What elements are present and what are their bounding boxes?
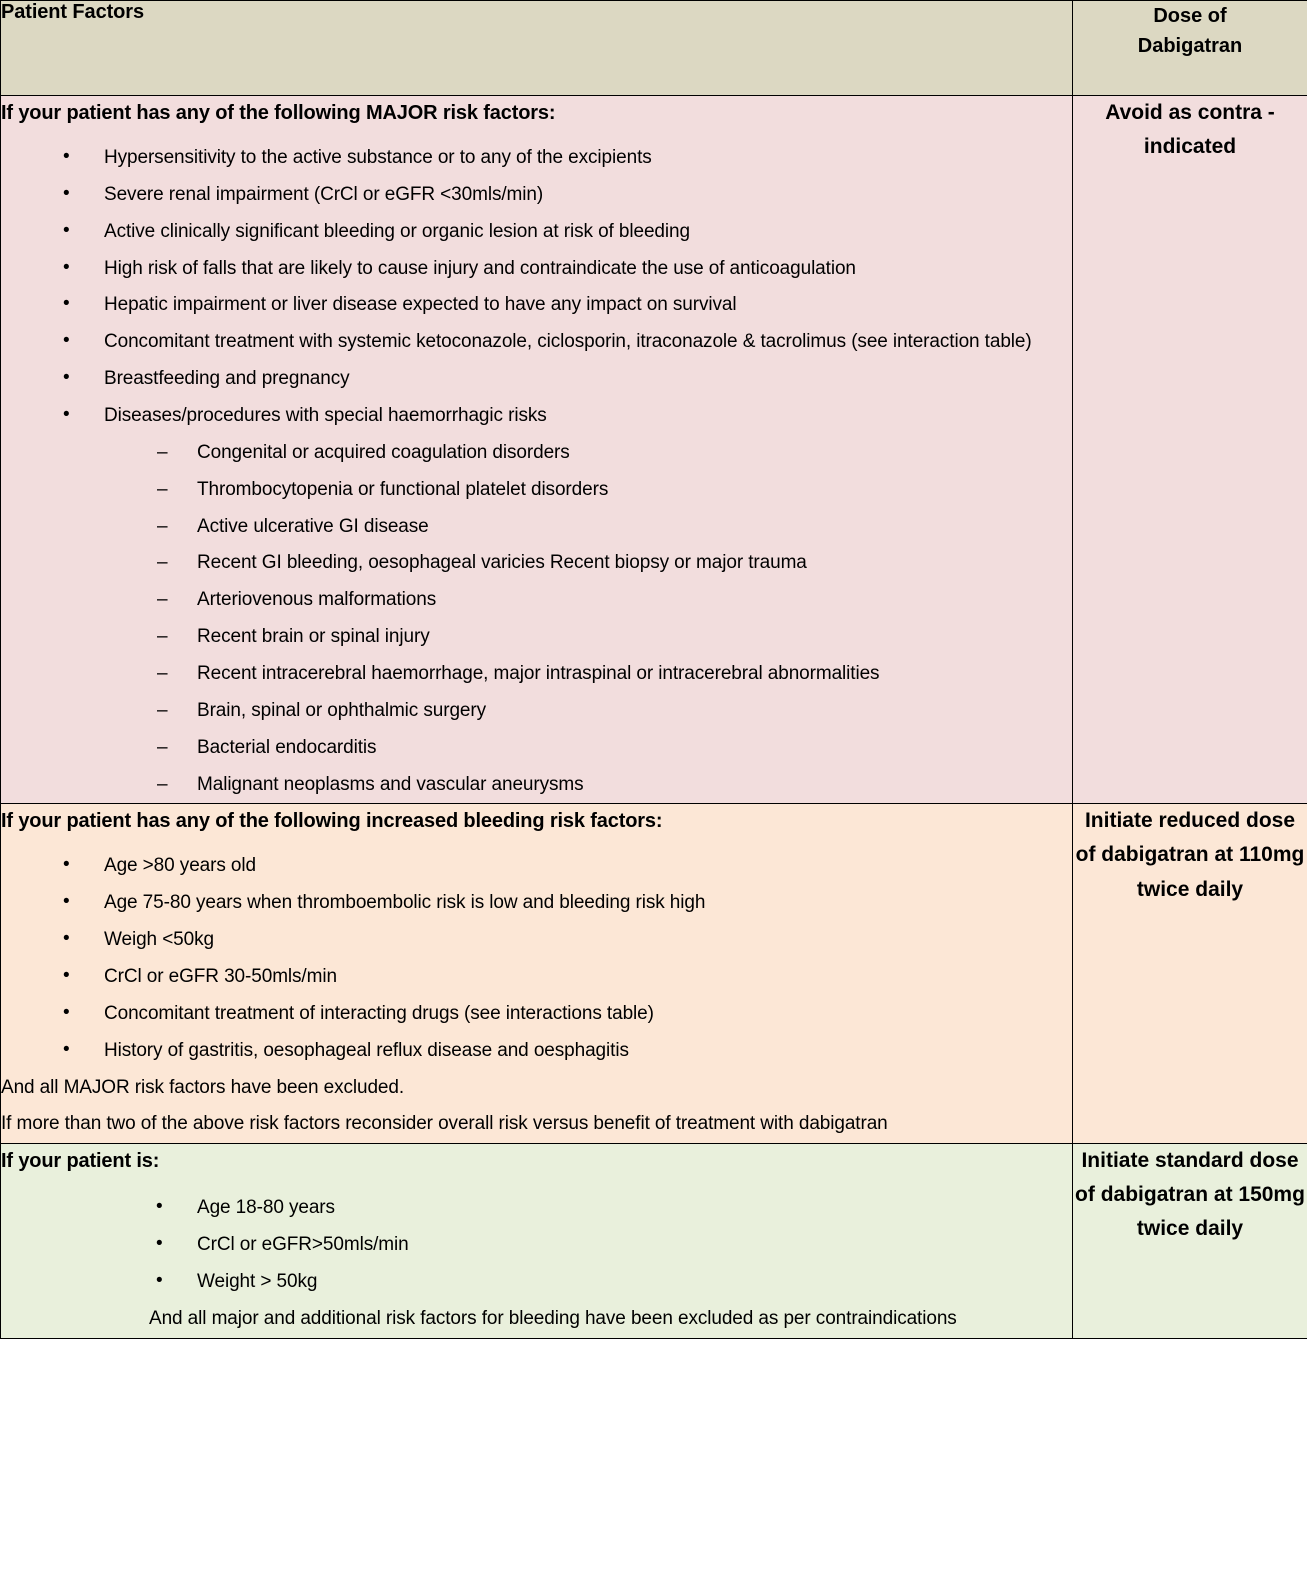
bleeding-risk-note-1: And all MAJOR risk factors have been excluded.	[1, 1076, 405, 1098]
dose-standard-150mg: Initiate standard dose of dabigatran at 150mg twice daily	[1073, 1144, 1307, 1338]
major-risk-bullet-list	[1, 140, 1072, 435]
header-patient-factors: Patient Factors	[1, 1, 1073, 96]
list-item: • Concomitant treatment with systemic ketoconazole, ciclosporin, itraconazole & tacrolimus (see interaction table)	[1, 324, 1072, 361]
list-item: • Weight > 50kg	[1, 1264, 1072, 1301]
list-item: • CrCl or eGFR>50mls/min	[1, 1227, 1072, 1264]
standard-dose-bullet-list	[1, 1190, 1072, 1301]
bleeding-risk-note-2: If more than two of the above risk factors reconsider overall risk versus benefit of treatment with dabigatran	[1, 1113, 888, 1135]
list-item: • Severe renal impairment (CrCl or eGFR <30mls/min)	[1, 177, 1072, 214]
list-item: – Bacterial endocarditis	[1, 730, 1072, 767]
header-dose-line-2: Dabigatran	[1137, 35, 1243, 58]
list-item: • CrCl or eGFR 30-50mls/min	[1, 959, 1072, 996]
list-item: – Malignant neoplasms and vascular aneurysms	[1, 767, 1072, 804]
table-header-row	[1, 1, 1307, 96]
list-item: – Arteriovenous malformations	[1, 582, 1072, 619]
header-dose-line-1: Dose of	[1153, 5, 1227, 27]
list-item: – Recent GI bleeding, oesophageal varicies Recent biopsy or major trauma	[1, 545, 1072, 582]
list-item: • Breastfeeding and pregnancy	[1, 361, 1072, 398]
dose-avoid-contraindicated: Avoid as contra -indicated	[1073, 96, 1307, 804]
list-item: • Weigh <50kg	[1, 922, 1072, 959]
list-item: – Brain, spinal or ophthalmic surgery	[1, 693, 1072, 730]
dose-reduced-110mg: Initiate reduced dose of dabigatran at 110mg twice daily	[1073, 804, 1307, 1144]
list-item: • Concomitant treatment of interacting drugs (see interactions table)	[1, 996, 1072, 1033]
list-item: • Age 75-80 years when thromboembolic risk is low and bleeding risk high	[1, 885, 1072, 922]
list-item: • Age >80 years old	[1, 848, 1072, 885]
bleeding-risk-bullet-list	[1, 848, 1072, 1069]
standard-dose-cell	[1, 1144, 1073, 1338]
standard-dose-lead: If your patient is:	[1, 1150, 160, 1173]
header-dose-of-dabigatran	[1073, 1, 1307, 96]
list-item: • High risk of falls that are likely to cause injury and contraindicate the use of anticoagulation	[1, 251, 1072, 288]
row-increased-bleeding-risk	[1, 804, 1307, 1144]
list-item: • Active clinically significant bleeding or organic lesion at risk of bleeding	[1, 214, 1072, 251]
increased-bleeding-risk-cell	[1, 804, 1073, 1144]
major-risk-sub-bullet-list	[1, 435, 1072, 804]
bleeding-risk-lead: If your patient has any of the following increased bleeding risk factors:	[1, 810, 663, 833]
major-risk-factors-cell	[1, 96, 1073, 804]
list-item: • Hepatic impairment or liver disease expected to have any impact on survival	[1, 287, 1072, 324]
row-standard-dose	[1, 1144, 1307, 1338]
standard-dose-note-1: And all major and additional risk factors for bleeding have been excluded as per contraindications	[149, 1307, 957, 1329]
row-major-risk-factors	[1, 96, 1307, 804]
list-item: • Age 18-80 years	[1, 1190, 1072, 1227]
list-item: – Recent brain or spinal injury	[1, 619, 1072, 656]
list-item: – Active ulcerative GI disease	[1, 509, 1072, 546]
list-item: • History of gastritis, oesophageal reflux disease and oesphagitis	[1, 1033, 1072, 1070]
list-item: – Thrombocytopenia or functional platelet disorders	[1, 472, 1072, 509]
list-item: – Congenital or acquired coagulation disorders	[1, 435, 1072, 472]
list-item: – Recent intracerebral haemorrhage, major intraspinal or intracerebral abnormalities	[1, 656, 1072, 693]
list-item: • Hypersensitivity to the active substance or to any of the excipients	[1, 140, 1072, 177]
list-item: • Diseases/procedures with special haemorrhagic risks	[1, 398, 1072, 435]
major-risk-lead: If your patient has any of the following MAJOR risk factors:	[1, 102, 556, 124]
